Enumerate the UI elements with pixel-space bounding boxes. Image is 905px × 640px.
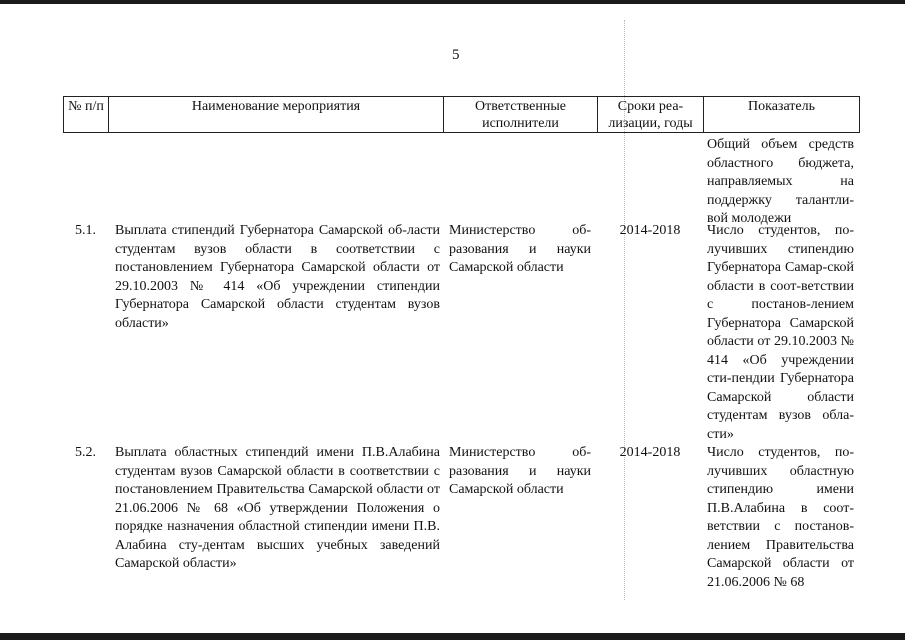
row-responsible: Министерство об-разования и науки Самарской области	[449, 223, 591, 275]
indicator-continuation: Общий объем средств областного бюджета, направляемых на поддержку талантли-вой молодежи	[707, 137, 854, 226]
row-terms: 2014-2018	[619, 223, 681, 238]
row-responsible: Министерство об-разования и науки Самарской области	[449, 445, 591, 497]
table-top-border	[63, 96, 860, 97]
header-event-name: Наименование мероприятия	[191, 99, 361, 114]
header-responsible: Ответственные исполнители	[475, 99, 566, 131]
row-indicator: Число студентов, по-лучивших стипендию Губернатора Самар-ской области в соот-ветствии с постанов-лением Губернатора Самарской области от 29.10.2003 № 414 «Об учреждении сти-пендии Губернатора Самарской области студентам вузов обла-сти»	[707, 223, 854, 442]
row-number: 5.2.	[75, 445, 96, 460]
table-header-bottom-border	[63, 132, 860, 133]
header-indicator: Показатель	[748, 99, 815, 114]
header-terms: Сроки реа-лизации, годы	[608, 99, 693, 131]
table-header-divider	[859, 96, 860, 133]
row-terms: 2014-2018	[619, 445, 681, 460]
row-event-name: Выплата стипендий Губернатора Самарской об-ласти студентам вузов области в соответствии с постановлением Губернатора Самарской области от 29.10.2003 № 414 «Об учреждении стипендии Губернатора Самарской области студентам вузов области»	[115, 223, 440, 331]
row-indicator: Число студентов, по-лучивших областную стипендию имени П.В.Алабина в соот-ветствии с постанов-лением Правительства Самарской области от 21.06.2006 № 68	[707, 445, 854, 590]
scan-top-border	[0, 0, 905, 4]
scan-bottom-border	[0, 633, 905, 640]
row-number: 5.1.	[75, 223, 96, 238]
page-number: 5	[452, 47, 460, 63]
row-event-name: Выплата областных стипендий имени П.В.Алабина студентам вузов Самарской области в соответствии с постановлением Правительства Самарской области от 21.06.2006 № 68 «Об утверждении Положения о порядке назначения областной стипендии имени П.В. Алабина сту-дентам высших учебных заведений Самарской области»	[115, 445, 440, 571]
header-number: № п/п	[68, 99, 104, 114]
